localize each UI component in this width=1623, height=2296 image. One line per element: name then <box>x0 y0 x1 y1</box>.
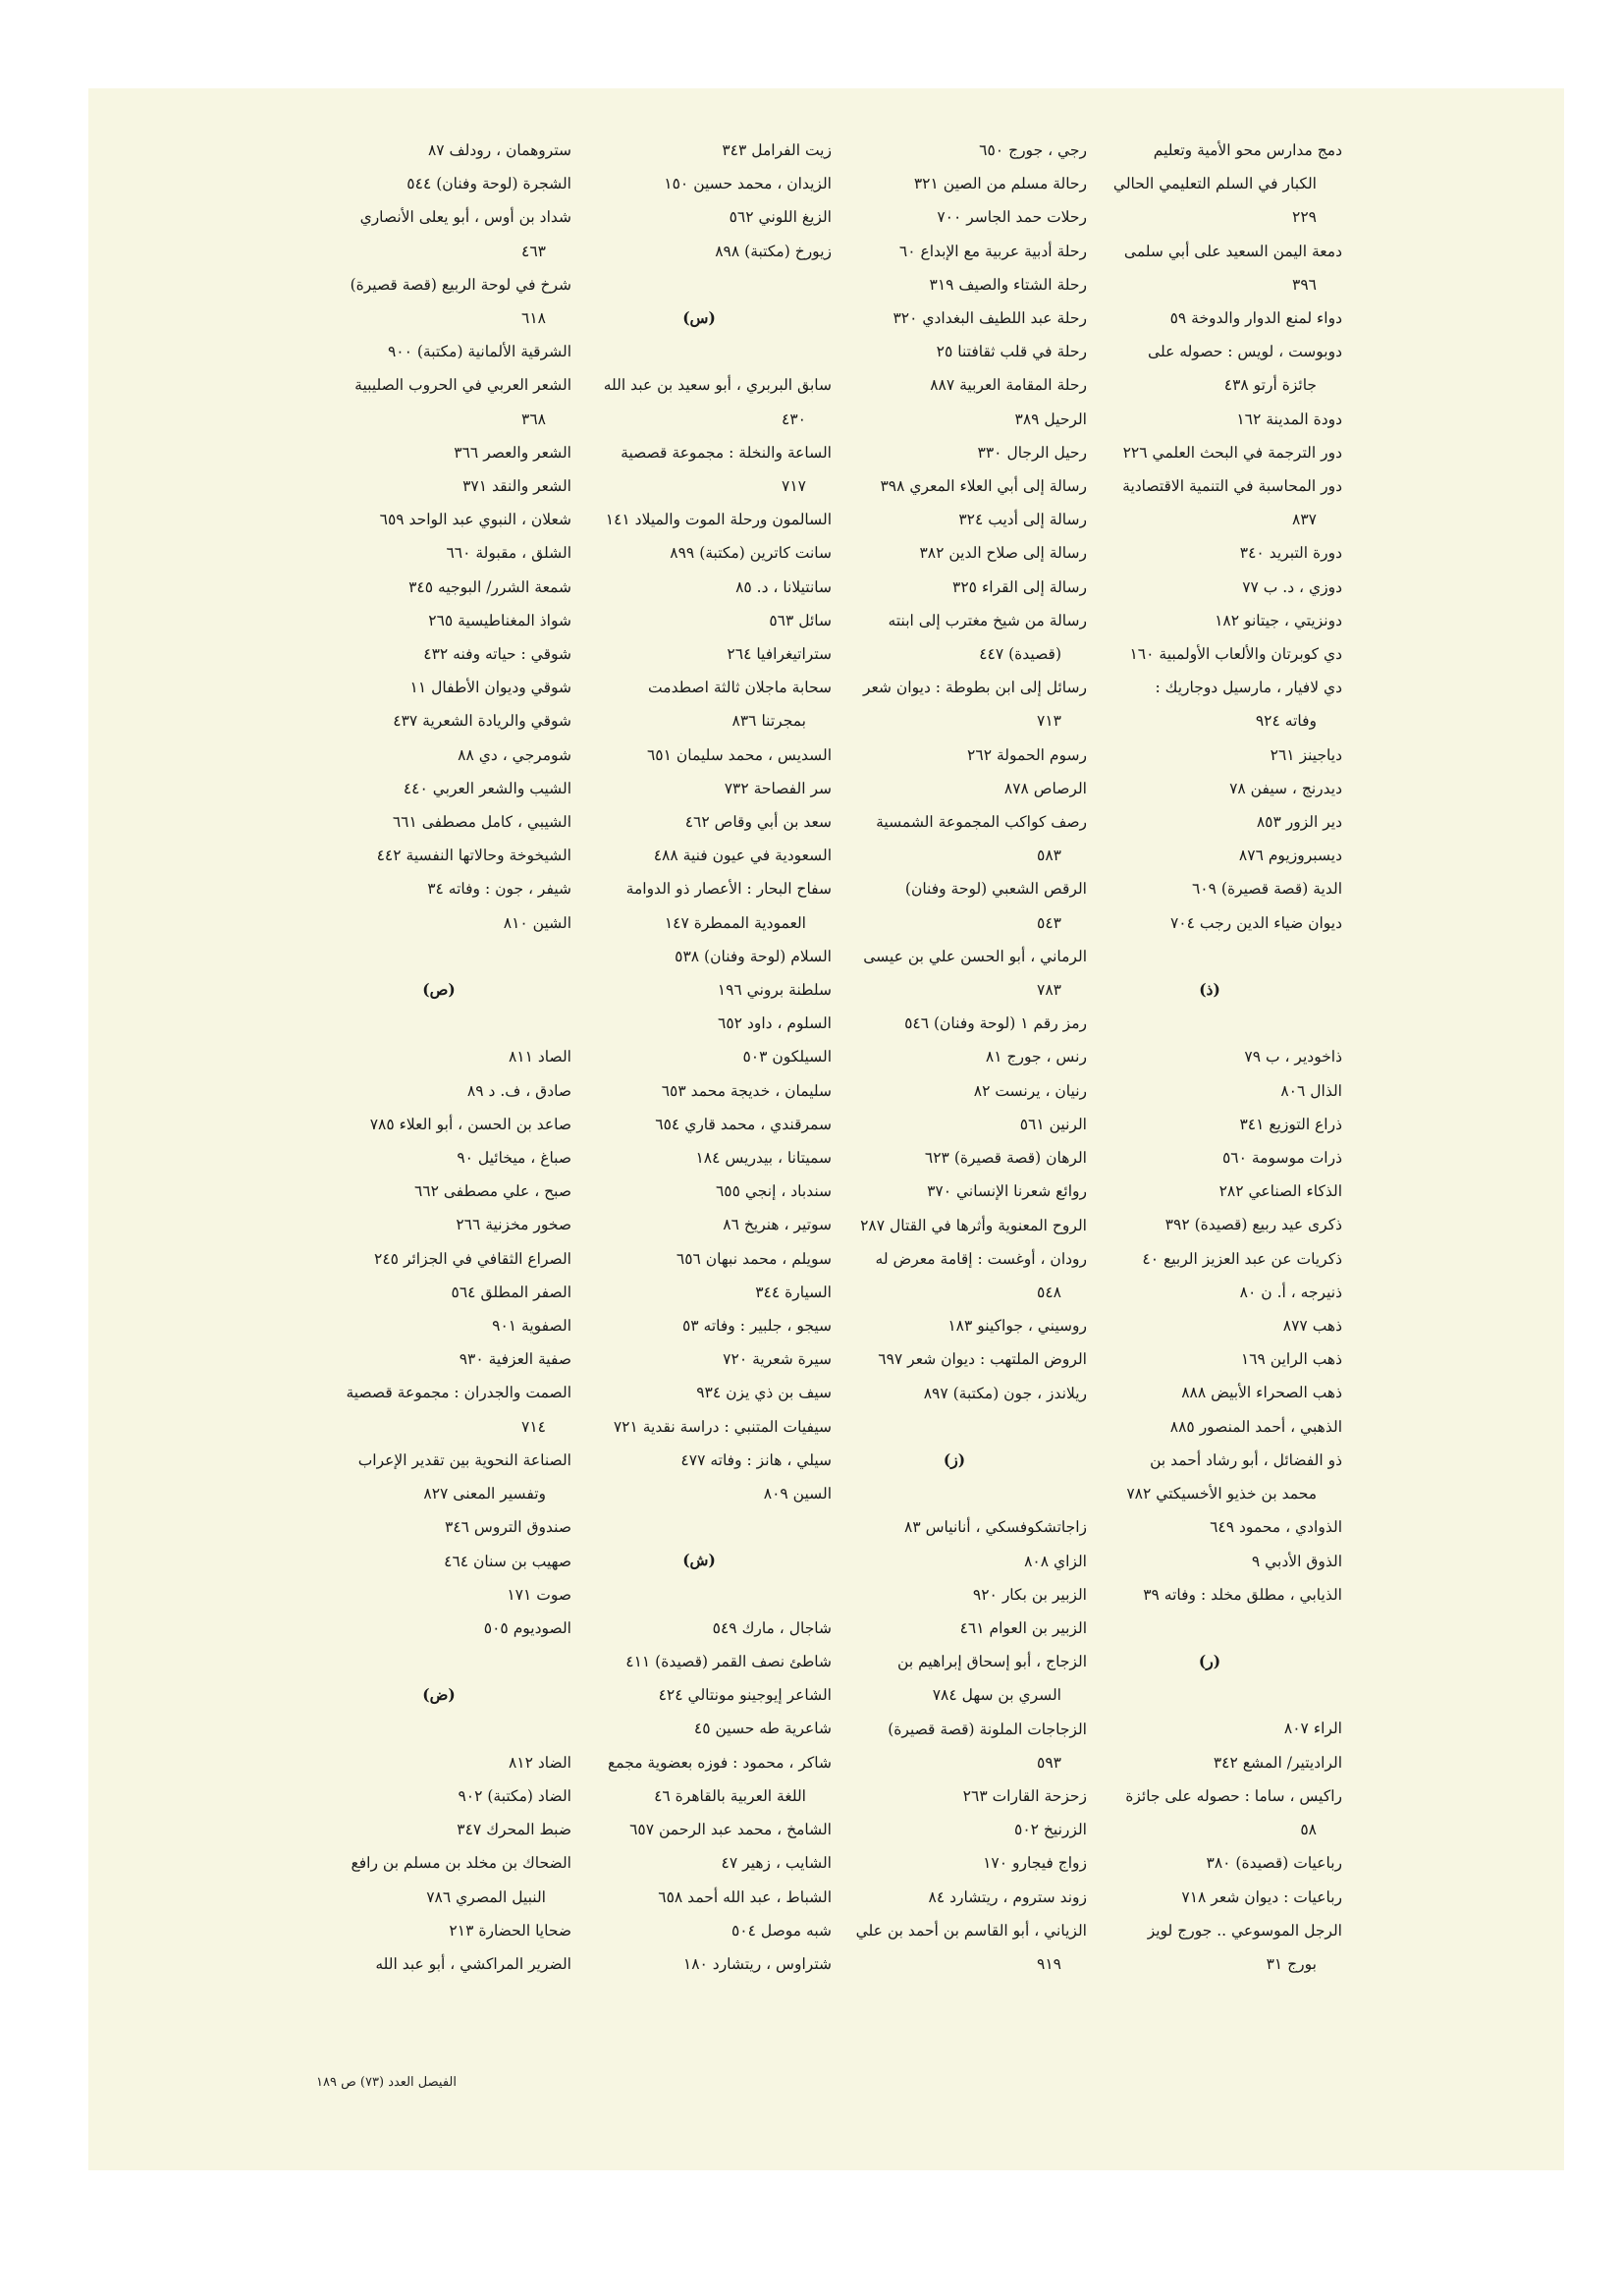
index-entry: الشاعر إيوجينو مونتالي ٤٢٤ <box>658 1686 832 1705</box>
index-entry: شيفر ، جون : وفاته ٣٤ <box>427 880 571 899</box>
index-entry: الرهان (قصة قصيرة) ٦٢٣ <box>924 1149 1087 1168</box>
index-entry-continuation: ٦١٨ <box>521 309 546 328</box>
index-entry: رمز رقم ١ (لوحة وفنان) ٥٤٦ <box>904 1014 1087 1033</box>
index-entry: دياجينز ٢٦١ <box>1270 745 1342 764</box>
index-entry-continuation: بورج ٣١ <box>1266 1954 1317 1973</box>
index-entry: ذكرى عيد ربيع (قصيدة) ٣٩٢ <box>1164 1216 1342 1234</box>
index-entry: صفية العزفية ٩٣٠ <box>459 1350 571 1369</box>
index-entry: رسالة إلى صلاح الدين ٣٨٢ <box>919 544 1087 563</box>
index-entry: شاعرية طه حسين ٤٥ <box>693 1720 832 1738</box>
index-entry: الشرقية الألمانية (مكتبة) ٩٠٠ <box>387 343 571 361</box>
index-entry: الشباط ، عبد الله أحمد ٦٥٨ <box>658 1887 832 1906</box>
index-entry: شوقي : حياته وفنه ٤٣٢ <box>423 645 571 664</box>
index-entry: رجي ، جورج ٦٥٠ <box>979 141 1087 159</box>
index-entry: سابق البربري ، أبو سعيد بن عبد الله <box>603 376 832 395</box>
index-entry: شداد بن أوس ، أبو يعلى الأنصاري <box>359 208 571 227</box>
index-entry: الراء ٨٠٧ <box>1283 1720 1342 1738</box>
index-column-3 <box>567 134 832 1981</box>
index-entry: رصف كواكب المجموعة الشمسية <box>876 813 1087 832</box>
index-entry: رودان ، أوغست : إقامة معرض له <box>875 1249 1087 1268</box>
index-entry-continuation: ٧١٤ <box>521 1417 546 1436</box>
index-entry: سيف بن ذي يزن ٩٣٤ <box>696 1384 832 1402</box>
index-entry: الضاد ٨١٢ <box>508 1753 571 1772</box>
index-entry: الصوديوم ٥٠٥ <box>483 1618 571 1637</box>
index-entry: زيورخ (مكتبة) ٨٩٨ <box>715 242 832 260</box>
index-entry-continuation: اللغة العربية بالقاهرة ٤٦ <box>654 1786 806 1805</box>
index-column-4 <box>306 134 571 1981</box>
spacer <box>1077 1612 1342 1645</box>
index-entry: السين ٨٠٩ <box>763 1485 832 1503</box>
index-entry: السيلكون ٥٠٣ <box>742 1048 832 1066</box>
index-entry: ذهب ٨٧٧ <box>1282 1317 1342 1336</box>
index-entry: صهيب بن سنان ٤٦٤ <box>444 1552 571 1570</box>
index-entry: ديسبروزيوم ٨٧٦ <box>1238 847 1342 865</box>
index-entry: صادق ، ف. د ٨٩ <box>466 1081 571 1100</box>
spacer <box>306 1007 571 1040</box>
index-entry: ريلاندز ، جون (مكتبة) ٨٩٧ <box>923 1384 1087 1402</box>
index-entry: رحلات حمد الجاسر ٧٠٠ <box>937 208 1087 227</box>
index-entry: رسالة إلى أبي العلاء المعري ٣٩٨ <box>880 477 1087 496</box>
index-entry: روائع شعرنا الإنساني ٣٧٠ <box>927 1182 1087 1201</box>
index-entry: السعودية في عيون فنية ٤٨٨ <box>653 847 832 865</box>
index-entry: دي لافيار ، مارسيل دوجاريك : <box>1155 679 1342 697</box>
index-entry: سانت كاترين (مكتبة) ٨٩٩ <box>670 544 832 563</box>
index-entry: الروح المعنوية وأثرها في القتال ٢٨٧ <box>860 1216 1087 1234</box>
index-entry: الرصاص ٨٧٨ <box>1003 779 1087 797</box>
spacer <box>1077 940 1342 973</box>
index-entry: سليمان ، خديجة محمد ٦٥٣ <box>661 1081 832 1100</box>
index-entry: سيجو ، جلبير : وفاته ٥٣ <box>681 1317 832 1336</box>
index-entry: دواء لمنع الدوار والدوخة ٥٩ <box>1169 309 1342 328</box>
index-entry: الشعر العربي في الحروب الصليبية <box>354 376 571 395</box>
index-entry: شرخ في لوحة الربيع (قصة قصيرة) <box>350 275 571 294</box>
index-columns <box>346 134 1342 2078</box>
index-column-1 <box>1077 134 1342 1981</box>
index-entry: الشجرة (لوحة وفنان) ٥٤٤ <box>406 175 571 193</box>
index-entry: رحلة الشتاء والصيف ٣١٩ <box>929 275 1087 294</box>
index-entry: زحزحة القارات ٢٦٣ <box>962 1786 1087 1805</box>
index-entry-continuation: ٧١٣ <box>1037 712 1061 731</box>
index-entry: صاعد بن الحسن ، أبو العلاء ٧٨٥ <box>369 1115 571 1133</box>
index-entry: سمرقندي ، محمد قاري ٦٥٤ <box>655 1115 832 1133</box>
spacer <box>567 1510 832 1544</box>
index-entry: صخور مخزنية ٢٦٦ <box>456 1216 571 1234</box>
index-entry: زاجاتشكوفسكي ، أنانياس ٨٣ <box>904 1518 1087 1537</box>
index-entry-continuation: ٧٨٣ <box>1037 981 1061 1000</box>
spacer <box>306 1645 571 1678</box>
index-entry: الشين ٨١٠ <box>503 913 571 932</box>
index-entry: شوقي وديوان الأطفال ١١ <box>409 679 571 697</box>
index-entry: الضرير المراكشي ، أبو عبد الله <box>375 1954 571 1973</box>
index-entry: دورة التبريد ٣٤٠ <box>1239 544 1342 563</box>
index-entry: دير الزور ٨٥٣ <box>1256 813 1342 832</box>
section-heading: (ص) <box>422 980 456 1000</box>
index-entry: الصراع الثقافي في الجزائر ٢٤٥ <box>374 1249 571 1268</box>
index-entry: صوت ١٧١ <box>507 1585 571 1604</box>
index-entry: زواج فيجارو ١٧٠ <box>983 1854 1087 1873</box>
index-entry: ذهب الراين ١٦٩ <box>1240 1350 1342 1369</box>
index-entry: رسالة إلى أديب ٣٢٤ <box>958 511 1087 529</box>
index-entry: السلام (لوحة وفنان) ٥٣٨ <box>675 947 832 965</box>
index-entry-continuation: وتفسير المعنى ٨٢٧ <box>423 1485 546 1503</box>
index-entry: الشايب ، زهير ٤٧ <box>721 1854 832 1873</box>
index-entry: الزجاجات الملونة (قصة قصيرة) <box>888 1720 1087 1738</box>
index-entry-continuation: ٥٩٣ <box>1037 1753 1061 1772</box>
index-entry: الرحيل ٣٨٩ <box>1014 410 1087 428</box>
index-entry: ذو الفضائل ، أبو رشاد أحمد بن <box>1150 1450 1342 1469</box>
index-entry: الرجل الموسوعي .. جورج لويز <box>1147 1921 1342 1940</box>
index-entry: الذوادي ، محمود ٦٤٩ <box>1210 1518 1342 1537</box>
spacer <box>306 940 571 973</box>
index-entry: رباعيات (قصيدة) ٣٨٠ <box>1206 1854 1342 1873</box>
index-entry: صندوق التروس ٣٤٦ <box>445 1518 571 1537</box>
index-entry: رباعيات : ديوان شعر ٧١٨ <box>1181 1887 1342 1906</box>
index-entry-continuation: ٣٩٦ <box>1292 275 1317 294</box>
index-entry: الصاد ٨١١ <box>508 1048 571 1066</box>
index-entry: رحلة المقامة العربية ٨٨٧ <box>930 376 1087 395</box>
index-entry-continuation: ٩١٩ <box>1037 1954 1061 1973</box>
index-entry: صباغ ، ميخائيل ٩٠ <box>457 1149 571 1168</box>
index-entry: الصناعة النحوية بين تقدير الإعراب <box>357 1450 571 1469</box>
index-entry: الدية (قصة قصيرة) ٦٠٩ <box>1191 880 1342 899</box>
index-entry-continuation: (قصيدة) ٤٤٧ <box>979 645 1061 664</box>
index-entry: الشلق ، مقبولة ٦٦٠ <box>446 544 571 563</box>
index-entry-continuation: النبيل المصري ٧٨٦ <box>426 1887 546 1906</box>
index-entry: سلطنة بروني ١٩٦ <box>717 981 832 1000</box>
index-entry: الرقص الشعبي (لوحة وفنان) <box>904 880 1087 899</box>
index-entry: دونزيتي ، جيتانو ١٨٢ <box>1215 611 1342 629</box>
section-heading: (ز) <box>943 1449 966 1469</box>
index-entry: شواذ المغناطيسية ٢٦٥ <box>428 611 571 629</box>
index-entry-continuation: ٨٣٧ <box>1292 511 1317 529</box>
section-heading: (ض) <box>422 1685 456 1705</box>
index-entry: رسائل إلى ابن بطوطة : ديوان شعر <box>862 679 1087 697</box>
index-entry-continuation: محمد بن خذيو الأخسيكتي ٧٨٢ <box>1126 1485 1317 1503</box>
index-entry: شبه موصل ٥٠٤ <box>730 1921 832 1940</box>
spacer <box>822 1477 1087 1510</box>
index-entry: الساعة والنخلة : مجموعة قصصية <box>621 443 832 462</box>
index-entry: سيرة شعرية ٧٢٠ <box>723 1350 832 1369</box>
spacer <box>567 1578 832 1612</box>
index-entry: ذرات موسومة ٥٦٠ <box>1221 1149 1342 1168</box>
index-entry: ستروهمان ، رودلف ٨٧ <box>427 141 571 159</box>
index-entry: سوتير ، هنريخ ٨٦ <box>723 1216 832 1234</box>
index-entry: الزاي ٨٠٨ <box>1024 1552 1087 1570</box>
spacer <box>567 268 832 301</box>
index-entry: ذكريات عن عبد العزيز الربيع ٤٠ <box>1142 1249 1342 1268</box>
index-entry: الزبير بن بكار ٩٢٠ <box>972 1585 1087 1604</box>
index-entry: شمعة الشرر/ البوجيه ٣٤٥ <box>408 577 571 596</box>
index-entry: رحلة أدبية عربية مع الإبداع ٦٠ <box>898 242 1087 260</box>
index-entry-continuation: ٥٤٨ <box>1037 1283 1061 1301</box>
index-entry: الشامخ ، محمد عبد الرحمن ٦٥٧ <box>629 1821 832 1839</box>
index-entry: رسالة إلى القراء ٣٢٥ <box>952 577 1087 596</box>
index-entry: شعلان ، النبوي عبد الواحد ٦٥٩ <box>379 511 571 529</box>
index-entry: سائل ٥٦٣ <box>769 611 832 629</box>
index-entry: الذهبي ، أحمد المنصور ٨٨٥ <box>1169 1417 1342 1436</box>
index-entry: الشيب والشعر العربي ٤٤٠ <box>403 779 571 797</box>
page-footer: الفيصل العدد (٧٣) ص ١٨٩ <box>316 2075 457 2090</box>
index-entry: شاطئ نصف القمر (قصيدة) ٤١١ <box>625 1653 832 1671</box>
index-entry: دودة المدينة ١٦٢ <box>1236 410 1342 428</box>
index-entry: الشيخوخة وحالاتها النفسية ٤٤٢ <box>376 847 571 865</box>
index-entry: الشيبي ، كامل مصطفى ٦٦١ <box>392 813 571 832</box>
index-entry: سحابة ماجلان ثالثة اصطدمت <box>648 679 832 697</box>
index-entry: زوند ستروم ، ريتشارد ٨٤ <box>928 1887 1087 1906</box>
index-entry: شتراوس ، ريتشارد ١٨٠ <box>682 1954 832 1973</box>
index-entry: الراديتير/ المشع ٣٤٢ <box>1213 1753 1342 1772</box>
index-entry: ذهب الصحراء الأبيض ٨٨٨ <box>1181 1384 1342 1402</box>
index-entry: دمج مدارس محو الأمية وتعليم <box>1153 141 1342 159</box>
index-entry: ذاخودير ، ب ٧٩ <box>1244 1048 1342 1066</box>
index-entry: ديدرنج ، سيفن ٧٨ <box>1229 779 1342 797</box>
index-entry-continuation: السري بن سهل ٧٨٤ <box>932 1686 1061 1705</box>
section-heading: (ش) <box>682 1551 716 1570</box>
index-entry-continuation: ٣٦٨ <box>521 410 546 428</box>
index-entry: ضحايا الحضارة ٢١٣ <box>449 1921 571 1940</box>
index-entry: ضبط المحرك ٣٤٧ <box>457 1821 571 1839</box>
index-entry: سويلم ، محمد نبهان ٦٥٦ <box>676 1249 832 1268</box>
spacer <box>822 1410 1087 1444</box>
index-entry: شاكر ، محمود : فوزه بعضوية مجمع <box>607 1753 832 1772</box>
index-entry: الصفر المطلق ٥٦٤ <box>451 1283 571 1301</box>
index-entry: السالمون ورحلة الموت والميلاد ١٤١ <box>605 511 832 529</box>
index-entry-continuation: بمجرتنا ٨٣٦ <box>731 712 806 731</box>
index-entry: الذكاء الصناعي ٢٨٢ <box>1218 1182 1342 1201</box>
index-entry: الزجاج ، أبو إسحاق إبراهيم بن <box>897 1653 1087 1671</box>
index-entry: الشعر والنقد ٣٧١ <box>462 477 571 496</box>
index-entry: رحيل الرجال ٣٣٠ <box>977 443 1087 462</box>
index-entry: الروض الملتهب : ديوان شعر ٦٩٧ <box>878 1350 1087 1369</box>
spacer <box>1077 1678 1342 1712</box>
index-entry-continuation: وفاته ٩٢٤ <box>1255 712 1317 731</box>
index-entry-continuation: ٤٦٣ <box>521 242 546 260</box>
index-entry: الزيغ اللوني ٥٦٢ <box>729 208 832 227</box>
index-entry: الزبير بن العوام ٤٦١ <box>959 1618 1087 1637</box>
index-entry: الذال ٨٠٦ <box>1280 1081 1342 1100</box>
spacer <box>306 1713 571 1746</box>
index-entry: ذراع التوزيع ٣٤١ <box>1239 1115 1342 1133</box>
section-heading: (ذ) <box>1199 980 1220 1000</box>
index-entry: الضاد (مكتبة) ٩٠٢ <box>458 1786 571 1805</box>
index-entry: سندباد ، إنجي ٦٥٥ <box>715 1182 832 1201</box>
index-page <box>88 88 1564 2170</box>
index-column-2 <box>822 134 1087 1981</box>
index-entry: سر الفصاحة ٧٣٢ <box>724 779 832 797</box>
index-entry: الرماني ، أبو الحسن علي بن عيسى <box>863 947 1087 965</box>
index-entry-continuation: ٥٨٣ <box>1037 847 1061 865</box>
index-entry-continuation: ٢٢٩ <box>1292 208 1317 227</box>
index-entry: السديس ، محمد سليمان ٦٥١ <box>646 745 832 764</box>
index-entry: دوبوست ، لويس : حصوله على <box>1148 343 1342 361</box>
spacer <box>1077 1007 1342 1040</box>
index-entry: الضحاك بن مخلد بن مسلم بن رافع <box>351 1854 571 1873</box>
index-entry: رنس ، جورج ٨١ <box>985 1048 1087 1066</box>
index-entry: زيت الفرامل ٣٤٣ <box>722 141 832 159</box>
index-entry: الرنين ٥٦١ <box>1019 1115 1087 1133</box>
index-entry: الزياني ، أبو القاسم بن أحمد بن علي <box>855 1921 1087 1940</box>
spacer <box>567 335 832 368</box>
index-entry: دور الترجمة في البحث العلمي ٢٢٦ <box>1122 443 1342 462</box>
index-entry: السيارة ٣٤٤ <box>755 1283 832 1301</box>
index-entry-continuation: ٥٤٣ <box>1037 913 1061 932</box>
index-entry: سيفيات المتنبي : دراسة نقدية ٧٢١ <box>613 1417 832 1436</box>
index-entry: صبح ، علي مصطفى ٦٦٢ <box>413 1182 571 1201</box>
index-entry: رسوم الحمولة ٢٦٢ <box>967 745 1087 764</box>
index-entry: الذيابي ، مطلق مخلد : وفاته ٣٩ <box>1143 1585 1342 1604</box>
index-entry: الزيدان ، محمد حسين ١٥٠ <box>664 175 832 193</box>
index-entry: راكيس ، ساما : حصوله على جائزة <box>1125 1786 1342 1805</box>
index-entry: دوزي ، د. ب ٧٧ <box>1242 577 1342 596</box>
index-entry-continuation: الكبار في السلم التعليمي الحالي <box>1112 175 1317 193</box>
index-entry: دمعة اليمن السعيد على أبي سلمى <box>1123 242 1342 260</box>
index-entry: روسيني ، جواكينو ١٨٣ <box>947 1317 1087 1336</box>
index-entry-continuation: جائزة أرتو ٤٣٨ <box>1223 376 1317 395</box>
index-entry: رنيان ، يرنست ٨٢ <box>973 1081 1087 1100</box>
index-entry: الزرنيخ ٥٠٢ <box>1014 1821 1087 1839</box>
index-entry: ديوان ضياء الدين رجب ٧٠٤ <box>1169 913 1342 932</box>
index-entry: الذوق الأدبي ٩ <box>1251 1552 1342 1570</box>
index-entry: الشعر والعصر ٣٦٦ <box>454 443 571 462</box>
index-entry: شوقي والريادة الشعرية ٤٣٧ <box>393 712 571 731</box>
index-entry: الصفوية ٩٠١ <box>492 1317 571 1336</box>
index-entry: ستراتيغرافيا ٢٦٤ <box>727 645 832 664</box>
index-entry: دور المحاسبة في التنمية الاقتصادية <box>1122 477 1342 496</box>
index-entry: شومرجي ، دي ٨٨ <box>458 745 571 764</box>
index-entry: دي كوبرتان والألعاب الأولمبية ١٦٠ <box>1129 645 1342 664</box>
index-entry: سفاح البحار : الأعصار ذو الدوامة <box>625 880 832 899</box>
index-entry: سانتيلانا ، د. ٨٥ <box>735 577 832 596</box>
index-entry: سعد بن أبي وقاص ٤٦٢ <box>684 813 832 832</box>
section-heading: (ر) <box>1198 1652 1221 1671</box>
index-entry-continuation: ٧١٧ <box>782 477 806 495</box>
index-entry-continuation: العمودية الممطرة ١٤٧ <box>664 913 806 932</box>
index-entry: رسالة من شيخ مغترب إلى ابنته <box>888 611 1087 629</box>
section-heading: (س) <box>682 308 716 327</box>
index-entry: ذنيرجه ، أ. ن ٨٠ <box>1239 1283 1342 1301</box>
index-entry: السلوم ، داود ٦٥٢ <box>718 1014 832 1033</box>
index-entry-continuation: ٤٣٠ <box>782 410 806 428</box>
index-entry: الصمت والجدران : مجموعة قصصية <box>346 1384 571 1402</box>
index-entry: رحلة في قلب ثقافتنا ٢٥ <box>936 343 1087 361</box>
index-entry: سيلي ، هانز : وفاته ٤٧٧ <box>680 1450 832 1469</box>
index-entry: رحالة مسلم من الصين ٣٢١ <box>913 175 1087 193</box>
index-entry: شاجال ، مارك ٥٤٩ <box>712 1618 832 1637</box>
index-entry: سميتانا ، بيدريس ١٨٤ <box>695 1149 832 1168</box>
index-entry: رحلة عبد اللطيف البغدادي ٣٢٠ <box>893 309 1087 328</box>
index-entry-continuation: ٥٨ <box>1300 1821 1317 1839</box>
